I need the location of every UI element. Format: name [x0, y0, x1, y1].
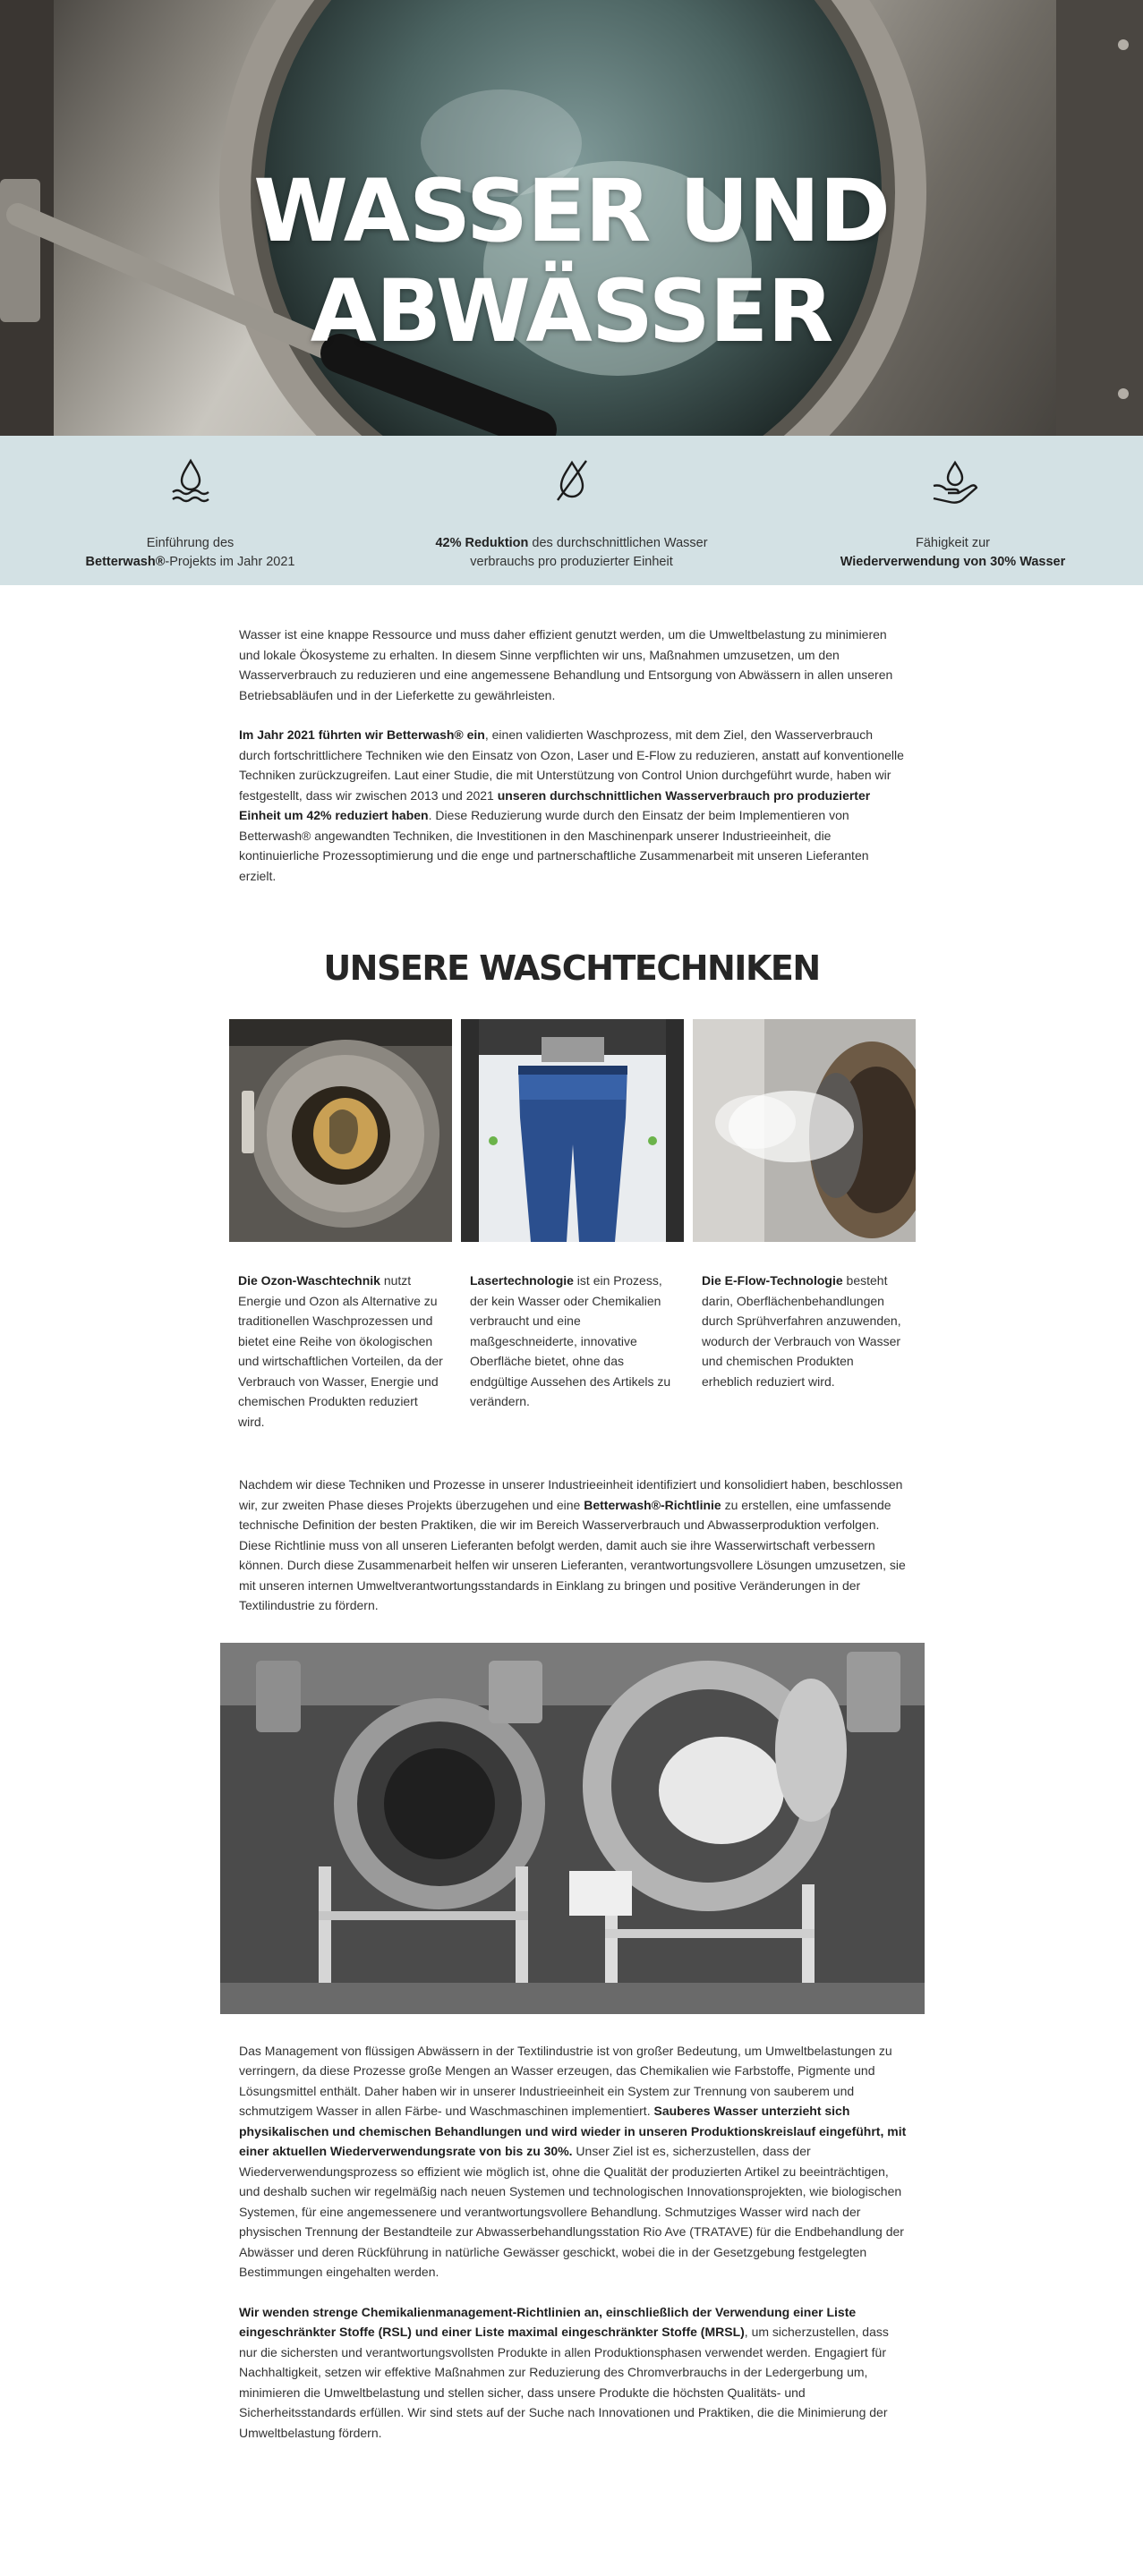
wastewater-text: Unser Ziel ist es, sicherzustellen, dass der Wiederverwendungsprozess so effizient wie möglich ist, ohne die Qualität der produzierten Artikel zu beeinträchtigen, und deshalb suchen wir regelmäßig nach neuen Systemen und technologischen Innovationsprojekten, wie biologischen Systemen, für eine angemessenere und verantwortungsvollere Behandlung. Schmutziges Wasser wird nach der physischen Trennung der Bestandteile zur Abwasserbehandlungsstation Rio Ave (TRATAVE) für die Endbehandlung der Abwässer und deren Rückführung in natürliche Gewässer geschickt, wobei die in der Gesetzgebung festgelegten Bestimmungen eingehalten werden. — [239, 2144, 904, 2279]
stat-text: Einführung des — [146, 536, 235, 550]
wastewater-text: Das Management von flüssigen Abwässern in der Textilindustrie ist von großer Bedeutung, um Umweltbelastungen zu verringern, da diese Prozesse große Mengen an Wasser erzeugen, das Chemikalien wie Farbstoffe, Pigmente und Lösungsmittel enthält. Daher haben wir in unserer Industrieeinheit ein System zur Trennung von sauberem und schmutzigem Wasser in allen Färbe- und Waschmaschinen implementiert. — [239, 2043, 892, 2118]
hero-banner — [0, 0, 1143, 436]
policy-highlight: Betterwash®-Richtlinie — [584, 1497, 721, 1512]
wastewater-paragraph-1 — [239, 2041, 907, 2283]
ozone-image — [229, 1019, 452, 1242]
technique-description: ist ein Prozess, der kein Wasser oder Chemikalien verbraucht und eine maßgeschneiderte, innovative Oberfläche bietet, ohne das endgültige Aussehen des Artikels zu verändern. — [470, 1273, 671, 1408]
policy-section — [239, 1475, 907, 1616]
techniques-heading: UNSERE WASCHTECHNIKEN — [323, 948, 820, 988]
technique-description: besteht darin, Oberflächenbehandlungen durch Sprühverfahren anzuwenden, wodurch der Verbrauch von Wasser und chemischen Produkten erheblich reduziert wird. — [702, 1273, 901, 1389]
wastewater-highlight: Sauberes Wasser unterzieht sich physikalischen und chemischen Behandlungen und wird wieder in unseren Produktionskreislauf eingeführt, mit einer aktuellen Wiederverwendungsrate von bis zu 30%. — [239, 2104, 907, 2158]
stat-highlight: Wiederverwendung von 30% Wasser — [840, 555, 1066, 569]
technique-description: nutzt Energie und Ozon als Alternative zu traditionellen Waschprozessen und bietet eine Reihe von ökologischen und wirtschaftlichen Vorteilen, da der Verbrauch von Wasser, Energie und chemischen Produkten reduziert wird. — [238, 1273, 443, 1429]
technique-title: Die Ozon-Waschtechnik — [238, 1273, 380, 1288]
water-drop-icon — [164, 454, 218, 507]
intro-section — [239, 585, 907, 886]
technique-title: Die E-Flow-Technologie — [702, 1273, 843, 1288]
policy-paragraph — [239, 1475, 907, 1616]
intro-highlight: unseren durchschnittlichen Wasserverbrauch pro produzierter Einheit um 42% reduziert haben — [239, 787, 871, 822]
stat-text: des durchschnittlichen Wasser — [528, 536, 708, 550]
stat-text: Fähigkeit zur — [915, 536, 990, 550]
techniques-grid — [229, 1019, 915, 1432]
technique-eflow — [693, 1019, 916, 1432]
stat-highlight: Betterwash® — [85, 555, 166, 569]
industrial-machines-photo — [220, 1643, 925, 2014]
stat-highlight: 42% Reduktion — [435, 536, 529, 550]
page-title: WASSER UND ABWÄSSER — [253, 161, 890, 361]
technique-title: Lasertechnologie — [470, 1273, 574, 1288]
stat-water-reduction — [381, 436, 762, 572]
policy-text: Nachdem wir diese Techniken und Prozesse in unserer Industrieeinheit identifiziert und konsolidiert haben, beschlossen wir, zur zweiten Phase dieses Projekts überzugehen und eine — [239, 1477, 903, 1512]
chemicals-highlight: Wir wenden strenge Chemikalienmanagement-Richtlinien an, einschließlich der Verwendung einer Liste eingeschränkter Stoffe (RSL) und einer Liste maximal eingeschränkter Stoffe (MRSL) — [239, 2304, 857, 2339]
intro-paragraph-2 — [239, 725, 907, 886]
intro-highlight: Im Jahr 2021 führten wir Betterwash® ein — [239, 727, 485, 742]
chemicals-text: , um sicherzustellen, dass nur die sichersten und verantwortungsvollsten Produkte in allen Produktionsphasen verwendet werden. Engagiert für Nachhaltigkeit, setzen wir effektive Maßnahmen zur Reduzierung des Chromverbrauchs in der Ledergerbung um, minimieren die Umweltbelastung und stellen sicher, dass unsere Produkte die höchsten Qualitäts- und Sicherheitsstandards erfüllen. Wir sind stets auf der Suche nach Innovationen und Praktiken, die die Minimierung der Umweltbelastung fördern. — [239, 2325, 889, 2440]
stat-project-launch — [0, 436, 380, 572]
stats-bar — [0, 436, 1143, 585]
wastewater-paragraph-2 — [239, 2302, 907, 2444]
eflow-image — [693, 1019, 916, 1242]
no-water-icon — [545, 454, 599, 507]
water-hand-icon — [926, 454, 980, 507]
wastewater-section — [239, 2041, 907, 2515]
intro-text: . Diese Reduzierung wurde durch den Einsatz der beim Implementieren von Betterwash® angewandten Techniken, die Investitionen in den Maschinenpark unserer Industrieeinheit, die kontinuierliche Prozessoptimierung und die enge und partnerschaftliche Zusammenarbeit mit unseren Lieferanten erzielt. — [239, 808, 869, 883]
technique-laser — [461, 1019, 684, 1432]
laser-image — [461, 1019, 684, 1242]
stat-text: verbrauchs pro produzierter Einheit — [470, 555, 673, 569]
intro-paragraph-1: Wasser ist eine knappe Ressource und muss daher effizient genutzt werden, um die Umweltbelastung zu minimieren und lokale Ökosysteme zu erhalten. In diesem Sinne verpflichten wir uns, Maßnahmen umzusetzen, um den Wasserverbrauch zu reduzieren und eine angemessene Behandlung und Entsorgung von Abwässern in allen unseren Betriebsabläufen und in der Lieferkette zu gewährleisten. — [239, 627, 893, 702]
stat-text: -Projekts im Jahr 2021 — [165, 555, 295, 569]
technique-ozone — [229, 1019, 452, 1432]
stat-water-reuse — [763, 436, 1143, 572]
intro-text: , einen validierten Waschprozess, mit dem Ziel, den Wasserverbrauch durch fortschrittlichere Techniken wie den Einsatz von Ozon, Laser und E-Flow zu reduzieren, anstatt auf konventionelle Techniken zurückzugreifen. Laut einer Studie, die mit Unterstützung von Control Union durchgeführt wurde, haben wir festgestellt, dass wir zwischen 2013 und 2021 — [239, 727, 904, 803]
policy-text: zu erstellen, eine umfassende technische Definition der besten Praktiken, die wir im Bereich Wasserverbrauch und Abwasserproduktion verfolgen. Diese Richtlinie muss von all unseren Lieferanten befolgt werden, damit auch sie ihre Wasserwirtschaft verbessern können. Durch diese Zusammenarbeit helfen wir unseren Lieferanten, verantwortungsvollere Lösungen umzusetzen, sie mit unseren internen Umweltverantwortungsstandards in Einklang zu bringen und positive Veränderungen in der Textilindustrie zu fördern. — [239, 1497, 906, 1612]
